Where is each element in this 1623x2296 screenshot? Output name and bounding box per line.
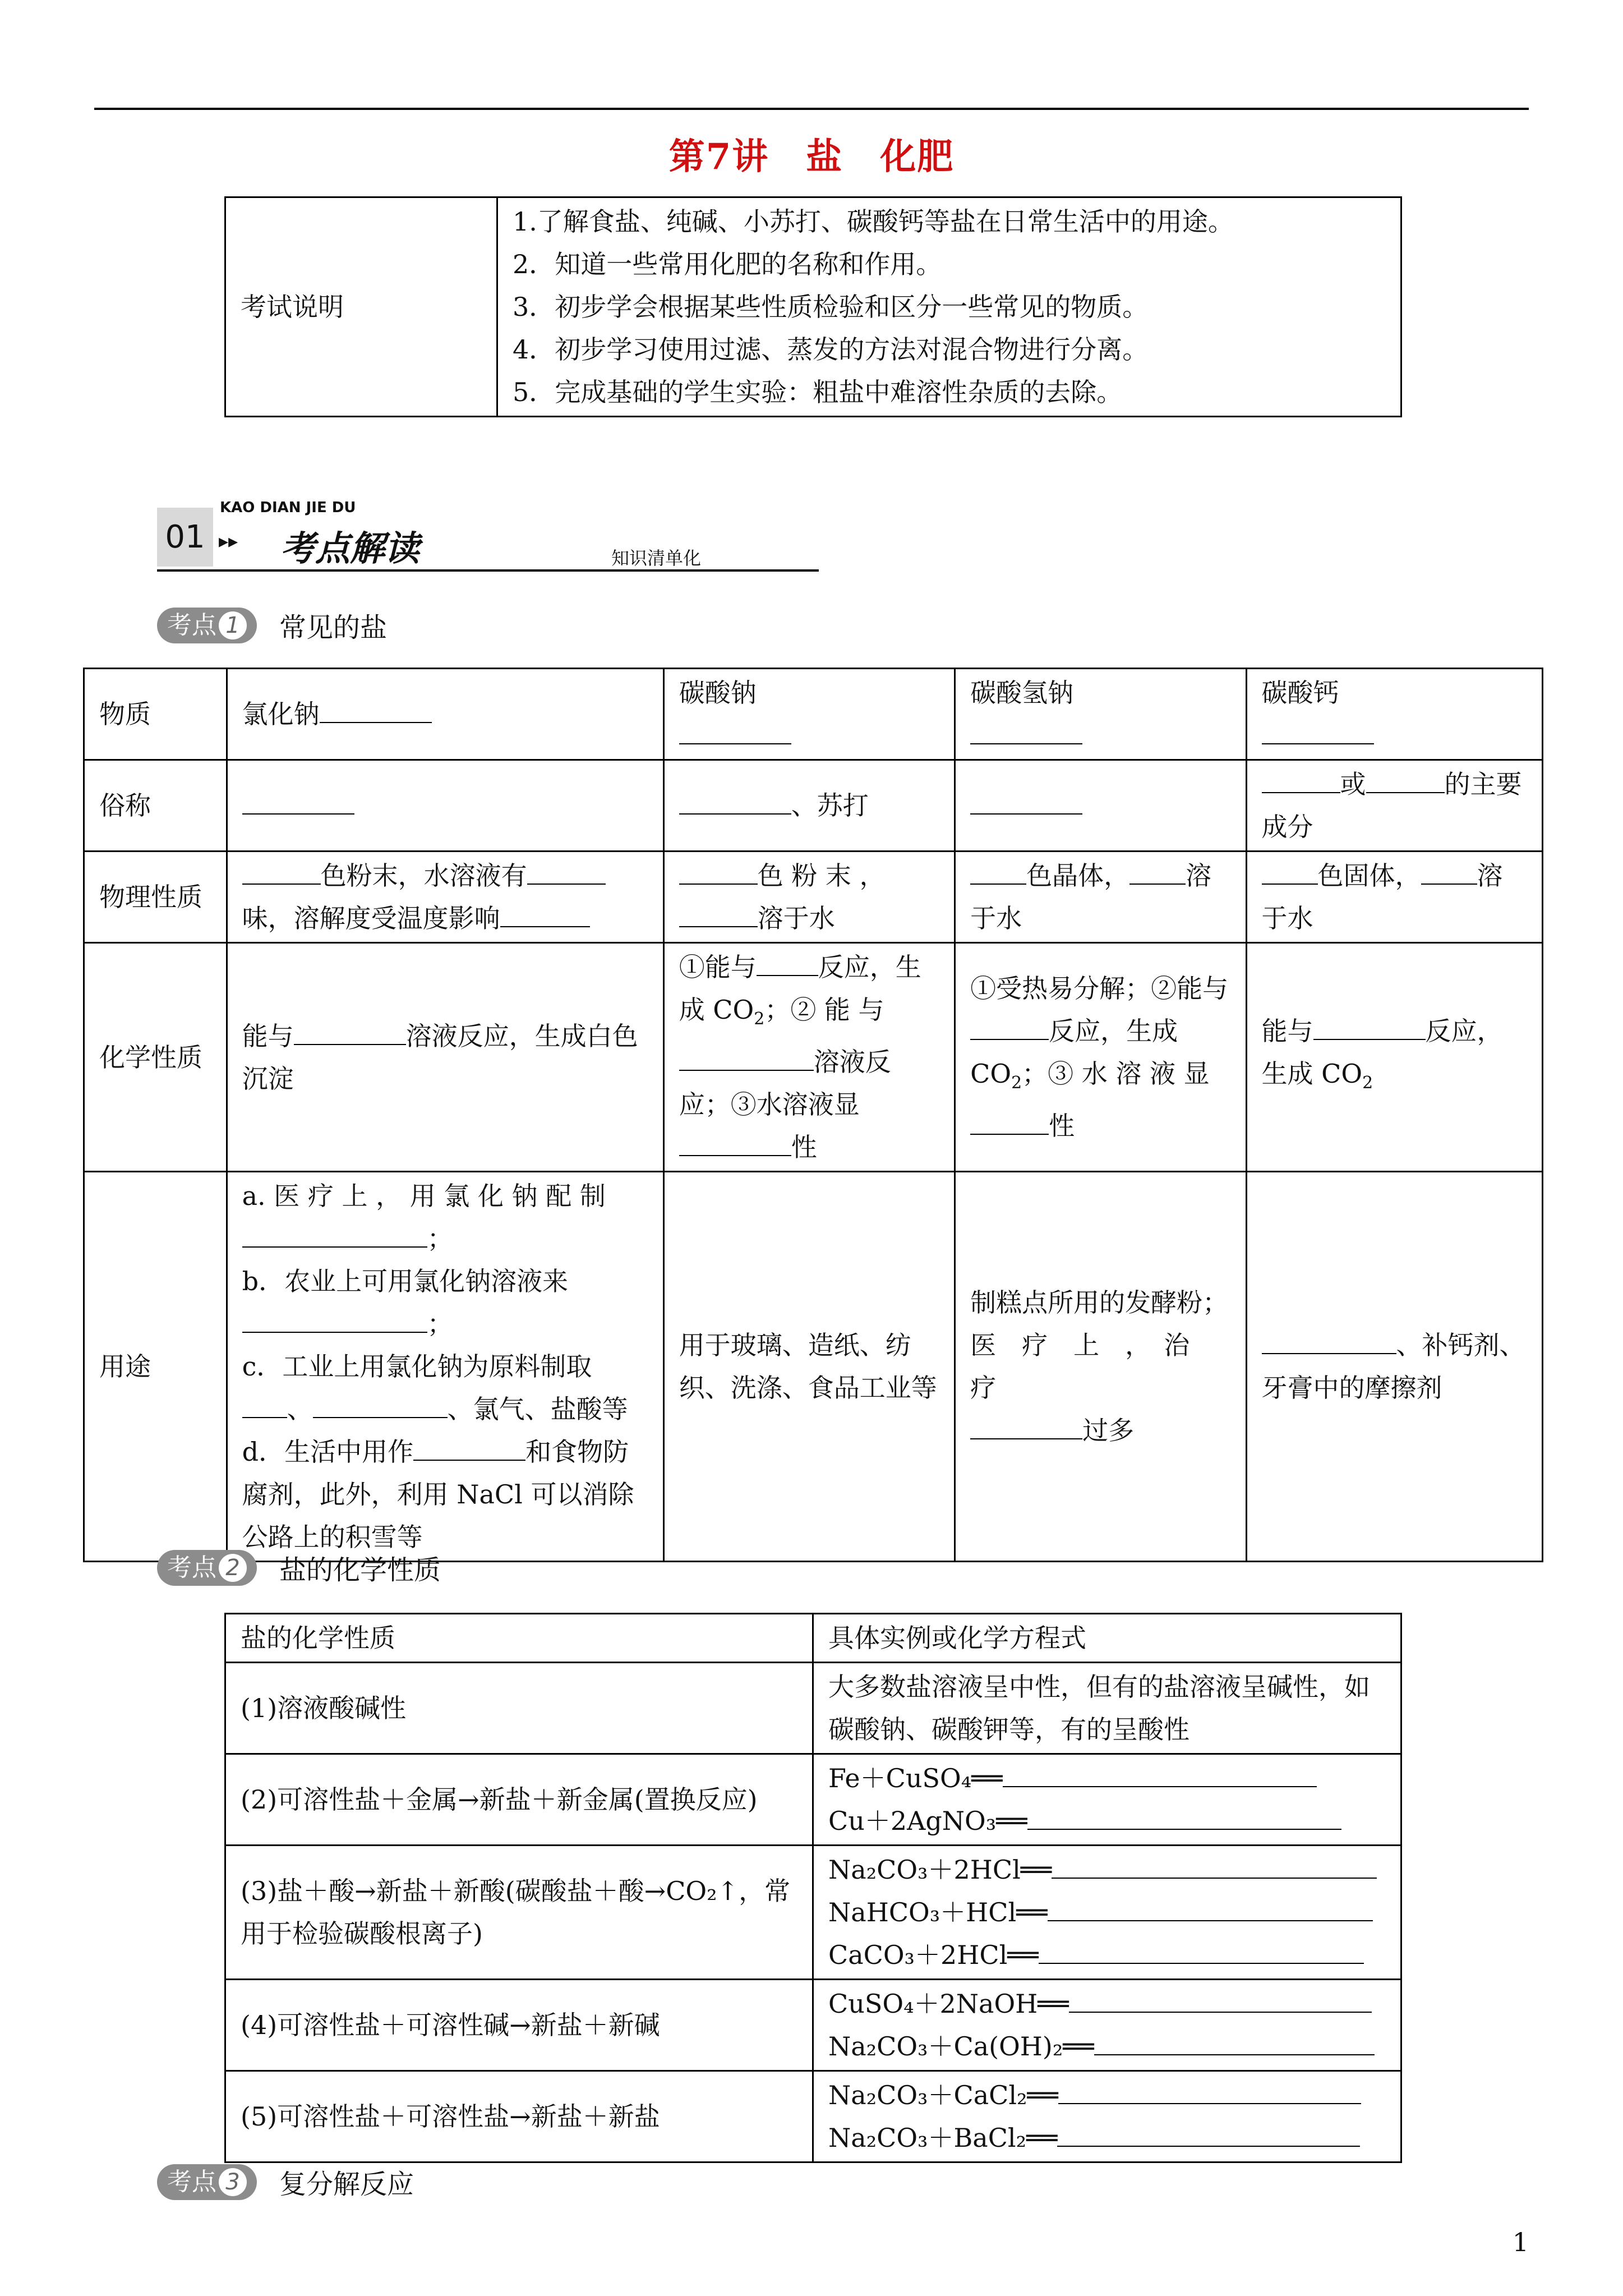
blank[interactable] bbox=[527, 854, 606, 885]
cell-text: 碳酸氢钠 bbox=[970, 678, 1074, 708]
cell-caco3-name bbox=[1246, 669, 1542, 760]
blank[interactable] bbox=[1421, 854, 1477, 885]
section-number: 01 bbox=[157, 508, 213, 567]
section-underline bbox=[157, 569, 819, 572]
point-title: 盐的化学性质 bbox=[279, 1554, 441, 1586]
double-arrow-icon: ▸▸ bbox=[219, 530, 238, 553]
point-2-header bbox=[157, 1548, 441, 1587]
equation: Na₂CO₃＋Ca(OH)₂══ bbox=[828, 2031, 1094, 2062]
exam-item: 5．完成基础的学生实验：粗盐中难溶性杂质的去除。 bbox=[513, 377, 1123, 407]
equation-line bbox=[828, 2025, 1386, 2068]
blank[interactable] bbox=[1052, 1848, 1377, 1879]
cell-text: ①受热易分解；②能与 bbox=[970, 973, 1229, 1004]
cell-text: 反应，生成 CO bbox=[679, 952, 921, 1025]
cell-text: 色晶体， bbox=[1026, 861, 1130, 891]
blank[interactable] bbox=[970, 784, 1082, 815]
cell-text: d．生活中用作 bbox=[242, 1437, 414, 1467]
cell-text: ①能与 bbox=[679, 952, 757, 982]
equation: Na₂CO₃＋CaCl₂══ bbox=[828, 2080, 1058, 2110]
cell-text: 碳酸钙 bbox=[1261, 678, 1339, 708]
section-pinyin: KAO DIAN JIE DU bbox=[220, 499, 356, 516]
cell-text: 性 bbox=[791, 1132, 817, 1163]
cell-nacl-use bbox=[227, 1172, 663, 1562]
table-header: 具体实例或化学方程式 bbox=[813, 1614, 1401, 1663]
blank[interactable] bbox=[1262, 714, 1374, 744]
cell-nacl-phys bbox=[227, 852, 663, 943]
blank[interactable] bbox=[679, 897, 758, 927]
subscript: 2 bbox=[1011, 1073, 1022, 1093]
cell-text: 性 bbox=[1049, 1111, 1075, 1142]
cell-nahco3-name bbox=[955, 669, 1246, 760]
equation-line bbox=[828, 1982, 1386, 2025]
blank[interactable] bbox=[970, 854, 1026, 885]
cell-nahco3-chem bbox=[955, 943, 1246, 1172]
point-badge bbox=[157, 1550, 257, 1586]
exam-item: 1.了解食盐、纯碱、小苏打、碳酸钙等盐在日常生活中的用途。 bbox=[513, 206, 1234, 237]
point-1-header bbox=[157, 606, 387, 645]
row-header: 物质 bbox=[84, 669, 227, 760]
use-line: ； bbox=[242, 1217, 648, 1260]
equation-line bbox=[828, 1848, 1386, 1891]
blank[interactable] bbox=[757, 946, 818, 976]
row-header: 物理性质 bbox=[84, 852, 227, 943]
prop-cell: (4)可溶性盐＋可溶性碱→新盐＋新碱 bbox=[225, 1980, 813, 2071]
cell-text: 色 粉 末 ， bbox=[757, 861, 886, 891]
cell-text: b．农业上可用氯化钠溶液来 bbox=[242, 1266, 569, 1297]
cell-text: a. 医 疗 上 ， 用 氯 化 钠 配 制 bbox=[242, 1181, 606, 1212]
blank[interactable] bbox=[1069, 1982, 1372, 2013]
equation: Na₂CO₃＋2HCl══ bbox=[828, 1855, 1052, 1885]
example-cell bbox=[813, 1846, 1401, 1980]
blank[interactable] bbox=[500, 897, 590, 927]
cell-text: 和食物防腐剂，此外，利用 NaCl 可以消除公路上的积雪等 bbox=[242, 1437, 634, 1553]
cell-na2co3-phys bbox=[663, 852, 955, 943]
use-line: ； bbox=[242, 1303, 648, 1345]
point-badge-label: 考点 bbox=[167, 1553, 216, 1582]
exam-table bbox=[224, 196, 1402, 417]
cell-caco3-phys bbox=[1246, 852, 1542, 943]
point-badge-number: 3 bbox=[219, 2168, 247, 2196]
exam-items bbox=[497, 197, 1401, 417]
cell-caco3-use bbox=[1246, 1172, 1542, 1562]
equation-line bbox=[828, 1891, 1386, 1934]
section-subtitle: 知识清单化 bbox=[611, 547, 702, 569]
top-rule bbox=[94, 108, 1529, 110]
cell-text: 溶于水 bbox=[970, 861, 1212, 933]
cell-text: ；② 能 与 bbox=[764, 995, 884, 1025]
cell-text: 能与 bbox=[242, 1020, 294, 1051]
blank[interactable] bbox=[1366, 763, 1445, 793]
cell-text: ③水溶液显 bbox=[730, 1089, 860, 1120]
blank[interactable] bbox=[679, 784, 791, 815]
cell-nahco3-phys bbox=[955, 852, 1246, 943]
row-header: 用途 bbox=[84, 1172, 227, 1562]
example-cell bbox=[813, 1754, 1401, 1846]
page-number: 1 bbox=[1512, 2227, 1529, 2257]
prop-cell: (5)可溶性盐＋可溶性盐→新盐＋新盐 bbox=[225, 2071, 813, 2162]
equation-line bbox=[828, 1757, 1386, 1800]
blank[interactable] bbox=[242, 1217, 427, 1248]
point-title: 复分解反应 bbox=[279, 2169, 414, 2200]
cell-nahco3-use bbox=[955, 1172, 1246, 1562]
table-header: 盐的化学性质 bbox=[225, 1614, 813, 1663]
cell-text: 溶于水 bbox=[1261, 861, 1503, 933]
blank[interactable] bbox=[242, 784, 354, 815]
equation-line bbox=[828, 1934, 1386, 1976]
equation-line bbox=[828, 1800, 1386, 1842]
cell-nacl-alias bbox=[227, 760, 663, 852]
cell-text: 的主要成分 bbox=[1261, 769, 1522, 842]
cell-text: 溶液反应，生成白色沉淀 bbox=[242, 1020, 638, 1094]
point-title: 常见的盐 bbox=[279, 612, 388, 643]
blank[interactable] bbox=[1262, 763, 1340, 793]
cell-text: 过多 bbox=[1082, 1415, 1135, 1446]
cell-text: 、补钙剂、牙膏中的摩擦剂 bbox=[1261, 1330, 1525, 1404]
cell-na2co3-alias bbox=[663, 760, 955, 852]
cell-nacl-name bbox=[227, 669, 663, 760]
cell-text: 、苏打 bbox=[791, 790, 869, 821]
cell-text: 溶液反应； bbox=[679, 1047, 891, 1120]
prop-cell: (3)盐＋酸→新盐＋新酸(碳酸盐＋酸→CO₂↑，常用于检验碳酸根离子) bbox=[225, 1846, 813, 1980]
use-line bbox=[242, 1430, 648, 1558]
point-badge-label: 考点 bbox=[167, 2167, 216, 2196]
equation-line bbox=[828, 2116, 1386, 2159]
point-badge-label: 考点 bbox=[167, 610, 216, 639]
cell-text: 色固体， bbox=[1317, 861, 1421, 891]
cell-text: 或 bbox=[1340, 769, 1366, 799]
prop-cell: (2)可溶性盐＋金属→新盐＋新金属(置换反应) bbox=[225, 1754, 813, 1846]
cell-caco3-chem bbox=[1246, 943, 1542, 1172]
blank[interactable] bbox=[1129, 854, 1186, 885]
cell-na2co3-name bbox=[663, 669, 955, 760]
exam-label: 考试说明 bbox=[225, 197, 497, 417]
equation: CuSO₄＋2NaOH══ bbox=[828, 1989, 1069, 2019]
subscript: 2 bbox=[1362, 1073, 1373, 1093]
equation: Na₂CO₃＋BaCl₂══ bbox=[828, 2123, 1058, 2153]
example-cell bbox=[813, 2071, 1401, 2162]
equation: NaHCO₃＋HCl══ bbox=[828, 1897, 1048, 1927]
blank[interactable] bbox=[1039, 1934, 1364, 1964]
cell-text: 反应，生成 CO bbox=[970, 1016, 1178, 1089]
cell-text: 制糕点所用的发酵粉；医 疗 上 ， 治 疗 bbox=[970, 1287, 1229, 1404]
page-title: 第7讲 盐 化肥 bbox=[668, 136, 955, 178]
blank[interactable] bbox=[679, 1126, 791, 1156]
blank[interactable] bbox=[970, 714, 1082, 744]
blank[interactable] bbox=[970, 1105, 1049, 1135]
cell-na2co3-chem bbox=[663, 943, 955, 1172]
blank[interactable] bbox=[679, 714, 791, 744]
blank[interactable] bbox=[1313, 1010, 1426, 1040]
cell-text: c．工业上用氯化钠为原料制取 bbox=[242, 1351, 592, 1382]
blank[interactable] bbox=[1027, 1800, 1341, 1830]
blank[interactable] bbox=[679, 1041, 814, 1071]
point-badge bbox=[157, 2164, 257, 2200]
blank[interactable] bbox=[1262, 1324, 1396, 1354]
blank[interactable] bbox=[313, 1388, 448, 1418]
equation: CaCO₃＋2HCl══ bbox=[828, 1940, 1039, 1970]
cell-text: 反应，生成 CO bbox=[1261, 1016, 1503, 1089]
blank[interactable] bbox=[970, 1409, 1082, 1439]
cell-text: 味，溶解度受温度影响 bbox=[242, 903, 500, 933]
section-title: 考点解读 bbox=[280, 528, 420, 569]
equation-line bbox=[828, 2074, 1386, 2116]
cell-text: 、氯气、盐酸等 bbox=[447, 1394, 628, 1425]
prop-cell: (1)溶液酸碱性 bbox=[225, 1663, 813, 1754]
cell-nahco3-alias bbox=[955, 760, 1246, 852]
cell-text: ；③ 水 溶 液 显 bbox=[1022, 1059, 1210, 1089]
cell-text: 碳酸钠 bbox=[679, 678, 757, 708]
blank[interactable] bbox=[1003, 1757, 1317, 1787]
blank[interactable] bbox=[242, 1303, 427, 1333]
equation: Cu＋2AgNO₃══ bbox=[828, 1806, 1027, 1836]
subscript: 2 bbox=[754, 1009, 765, 1029]
cell-nacl-chem bbox=[227, 943, 663, 1172]
salt-table bbox=[83, 668, 1543, 1562]
cell-text: 氯化钠 bbox=[242, 699, 320, 729]
blank[interactable] bbox=[679, 854, 758, 885]
row-header: 俗称 bbox=[84, 760, 227, 852]
point-3-header bbox=[157, 2162, 414, 2201]
blank[interactable] bbox=[413, 1430, 525, 1461]
blank[interactable] bbox=[320, 693, 432, 723]
point-badge bbox=[157, 608, 257, 643]
cell-text: 溶于水 bbox=[757, 903, 835, 933]
row-header: 化学性质 bbox=[84, 943, 227, 1172]
blank[interactable] bbox=[1094, 2025, 1375, 2055]
salt-properties-table bbox=[224, 1613, 1402, 2163]
blank[interactable] bbox=[1262, 854, 1318, 885]
cell-text: 能与 bbox=[1261, 1016, 1313, 1046]
blank[interactable] bbox=[294, 1015, 406, 1045]
blank[interactable] bbox=[1048, 1891, 1373, 1921]
example-cell bbox=[813, 1980, 1401, 2071]
blank[interactable] bbox=[970, 1010, 1049, 1040]
exam-item: 2．知道一些常用化肥的名称和作用。 bbox=[513, 249, 942, 279]
exam-item: 4．初步学习使用过滤、蒸发的方法对混合物进行分离。 bbox=[513, 334, 1149, 365]
blank[interactable] bbox=[242, 1388, 287, 1418]
blank[interactable] bbox=[242, 854, 321, 885]
equation: Fe＋CuSO₄══ bbox=[828, 1763, 1003, 1793]
cell-na2co3-use: 用于玻璃、造纸、纺织、洗涤、食品工业等 bbox=[663, 1172, 955, 1562]
blank[interactable] bbox=[1058, 2074, 1361, 2104]
exam-item: 3．初步学会根据某些性质检验和区分一些常见的物质。 bbox=[513, 292, 1149, 322]
example-cell: 大多数盐溶液呈中性，但有的盐溶液呈碱性，如碳酸钠、碳酸钾等，有的呈酸性 bbox=[813, 1663, 1401, 1754]
cell-text: 色粉末，水溶液有 bbox=[320, 861, 527, 891]
use-line: 、 、氯气、盐酸等 bbox=[242, 1388, 648, 1430]
point-badge-number: 1 bbox=[219, 611, 247, 639]
blank[interactable] bbox=[1057, 2116, 1360, 2147]
cell-caco3-alias bbox=[1246, 760, 1542, 852]
point-badge-number: 2 bbox=[219, 1554, 247, 1582]
